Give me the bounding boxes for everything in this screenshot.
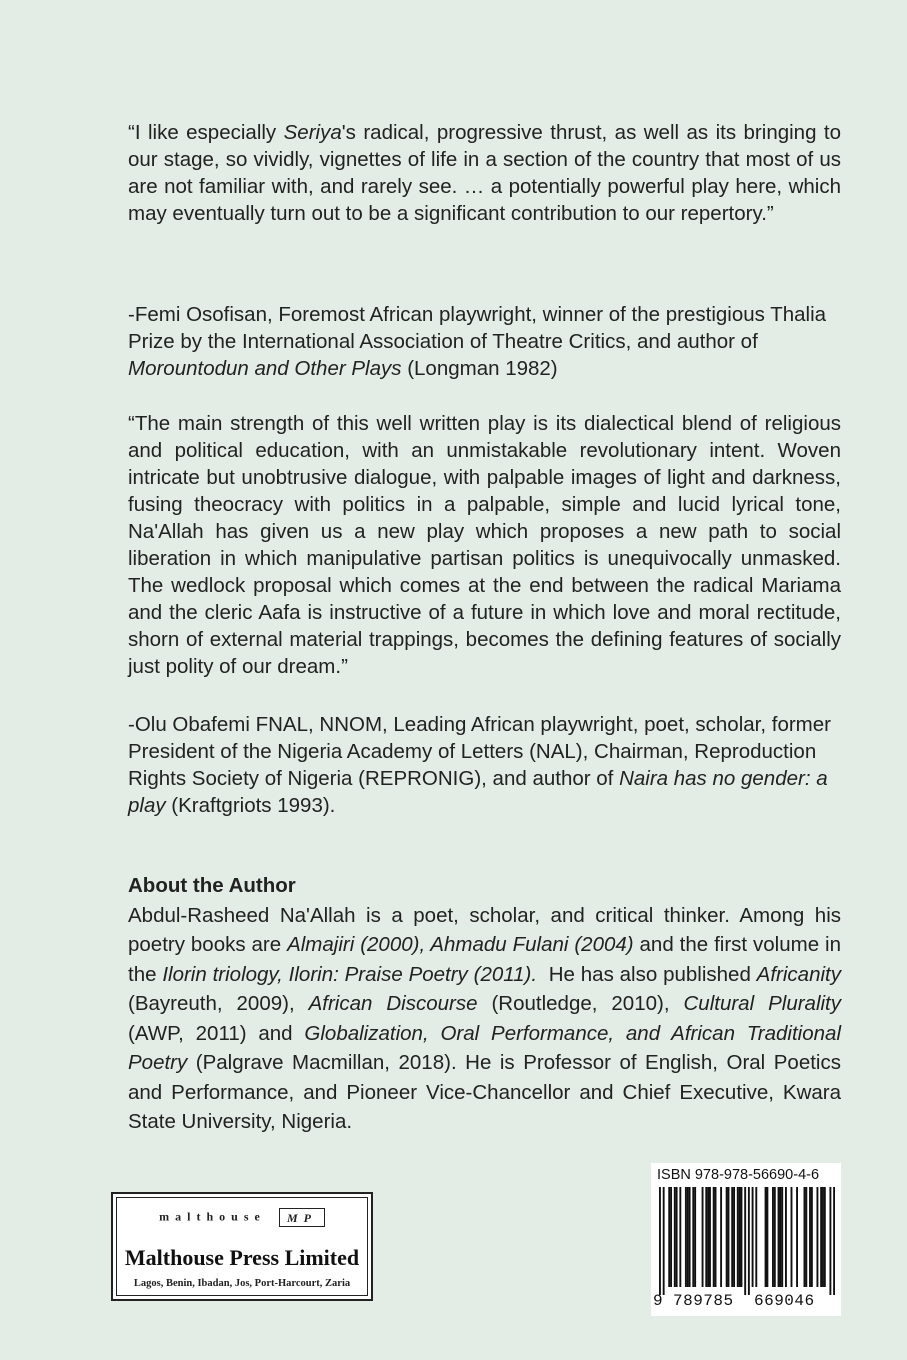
barcode-bar (765, 1187, 767, 1287)
publisher-logo-letters: MP (286, 1211, 317, 1225)
barcode-bar (796, 1187, 798, 1287)
barcode-bar (774, 1187, 776, 1287)
barcode-bar (659, 1187, 661, 1295)
barcode-bar (670, 1187, 672, 1287)
attribution-tail: (Kraftgriots 1993). (165, 794, 336, 817)
barcode-bar (728, 1187, 730, 1287)
review-quote-obafemi (128, 410, 841, 680)
barcode-bar (833, 1187, 835, 1295)
barcode-bar (702, 1187, 704, 1287)
about-the-author (128, 871, 841, 1137)
publisher-logo-icon (279, 1208, 325, 1227)
barcode-bar (829, 1187, 831, 1295)
author-bio (128, 901, 841, 1137)
barcode-bar (715, 1187, 717, 1287)
book-title: Morountodun and Other Plays (128, 357, 402, 380)
barcode-bar (705, 1187, 707, 1287)
quote-text: 's radical, progressive thrust, as well as its bringing to our stage, so vividly, vignettes of life in a section of the country that most of us are not familiar with, and rarely see. … a potentially powerful play here, which may eventually turn out to be a significant contribution to our repertory.” (128, 121, 842, 225)
bio-text: (Palgrave Macmillan, 2018). He is Professor of English, Oral Poetics and Performance, and Pioneer Vice-Chancellor and Chief Executive, Kwara State University, Nigeria. (128, 1051, 841, 1133)
isbn-label: ISBN 978-978-56690-4-6 (657, 1167, 820, 1183)
attribution-tail: (Longman 1982) (401, 357, 558, 380)
book-title: African Discourse (308, 992, 478, 1015)
barcode-digit-first: 9 (653, 1292, 663, 1310)
barcode-digits-left: 789785 (673, 1292, 734, 1310)
publisher-brand (117, 1208, 367, 1227)
book-title: Almajiri (2000), Ahmadu Fulani (2004) (287, 933, 634, 956)
barcode-bar (772, 1187, 774, 1287)
barcode-bar (685, 1187, 687, 1287)
review-attribution-obafemi (128, 711, 841, 819)
book-title: Cultural Plurality (683, 992, 842, 1015)
bio-text: (Bayreuth, 2009), (128, 992, 309, 1015)
barcode-bar (679, 1187, 681, 1287)
publisher-name: Malthouse Press Limited (124, 1245, 360, 1270)
barcode-bar (726, 1187, 728, 1287)
barcode-bar (809, 1187, 811, 1287)
barcode-bar (778, 1187, 780, 1287)
bio-text: (Routledge, 2010), (477, 992, 684, 1015)
barcode-bar (731, 1187, 733, 1287)
barcode-bar (822, 1187, 824, 1287)
barcode-bar (720, 1187, 722, 1287)
barcode-bar (741, 1187, 743, 1287)
barcode-bar (694, 1187, 696, 1287)
barcode-bar (755, 1187, 757, 1287)
barcode-bar (707, 1187, 709, 1287)
bio-text: Abdul-Rasheed Na'Allah is a poet, scholar, and critical thinker. Among his poetry books are (128, 903, 841, 956)
barcode-bar (752, 1187, 754, 1287)
barcode-bar (779, 1187, 781, 1287)
review-quote-osofisan (128, 119, 841, 227)
barcode-bar (805, 1187, 807, 1287)
barcode-bar (739, 1187, 741, 1287)
barcode-bar (676, 1187, 678, 1287)
play-title: Seriya (283, 121, 342, 144)
barcode-bar (713, 1187, 715, 1287)
book-title: Ilorin triology, Ilorin: Praise Poetry (2011). (162, 962, 538, 986)
review-attribution-osofisan (128, 301, 841, 382)
barcode-bar (733, 1187, 735, 1287)
publisher-brand-text: malthouse (159, 1209, 266, 1224)
publisher-cities: Lagos, Benin, Ibadan, Jos, Port-Harcourt, Zaria (133, 1278, 351, 1289)
quote-text: “I like especially (128, 121, 284, 144)
barcode-bar (820, 1187, 822, 1287)
barcode-bar (804, 1187, 806, 1287)
barcode-bars (659, 1187, 835, 1295)
bio-text: and the first volume in the (128, 933, 841, 986)
isbn-barcode (651, 1163, 841, 1316)
book-title: Naira has no gender: a play (128, 767, 828, 817)
book-title: Globalization, Oral Performance, and African Traditional Poetry (128, 1021, 841, 1074)
barcode-bar (692, 1187, 694, 1287)
bio-text: He has also published (537, 962, 757, 986)
attribution-text: -Olu Obafemi FNAL, NNOM, Leading African playwright, poet, scholar, former President of the Nigeria Academy of Letters (NAL), Chairman, Reproduction Rights Society of Nigeria (REPRONIG), and author of (128, 713, 831, 790)
barcode-bar (744, 1187, 746, 1295)
barcode-bar (709, 1187, 711, 1287)
barcode-bar (811, 1187, 813, 1287)
barcode-bar (737, 1187, 739, 1287)
publisher-box (111, 1192, 373, 1301)
barcode-bar (748, 1187, 750, 1295)
quote-text: “The main strength of this well written play is its dialectical blend of religious and political education, with an unmistakable revolutionary intent. Woven intricate but unobtrusive dialogue, with palpable images of light and darkness, fusing theocracy with politics in a palpable, simple and lucid lyrical tone, Na'Allah has given us a new play which proposes a new path to social liberation in which manipulative partisan politics is unequivocally unmasked. The wedlock proposal which comes at the end between the radical Mariama and the cleric Aafa is instructive of a future in which love and moral rectitude, shorn of external material trappings, becomes the defining features of socially just polity of our dream.” (128, 412, 841, 678)
barcode-bar (785, 1187, 787, 1287)
barcode-bar (663, 1187, 665, 1295)
barcode-bar (674, 1187, 676, 1287)
barcode-bar (687, 1187, 689, 1287)
barcode-digits-right: 669046 (754, 1292, 815, 1310)
publisher-logo-graphic (280, 1209, 324, 1226)
barcode-bar (824, 1187, 826, 1287)
barcode-bar (668, 1187, 670, 1287)
barcode-bar (816, 1187, 818, 1287)
publisher-box-inner (116, 1197, 368, 1296)
barcode-bar (791, 1187, 793, 1287)
attribution-text: -Femi Osofisan, Foremost African playwright, winner of the prestigious Thalia Prize by the International Association of Theatre Critics, and author of (128, 303, 827, 353)
barcode-bar (781, 1187, 783, 1287)
barcode-bar (689, 1187, 691, 1287)
about-heading: About the Author (128, 874, 296, 897)
bio-text: (AWP, 2011) and (128, 1021, 305, 1045)
barcode-bar (766, 1187, 768, 1287)
book-title: Africanity (756, 962, 841, 986)
